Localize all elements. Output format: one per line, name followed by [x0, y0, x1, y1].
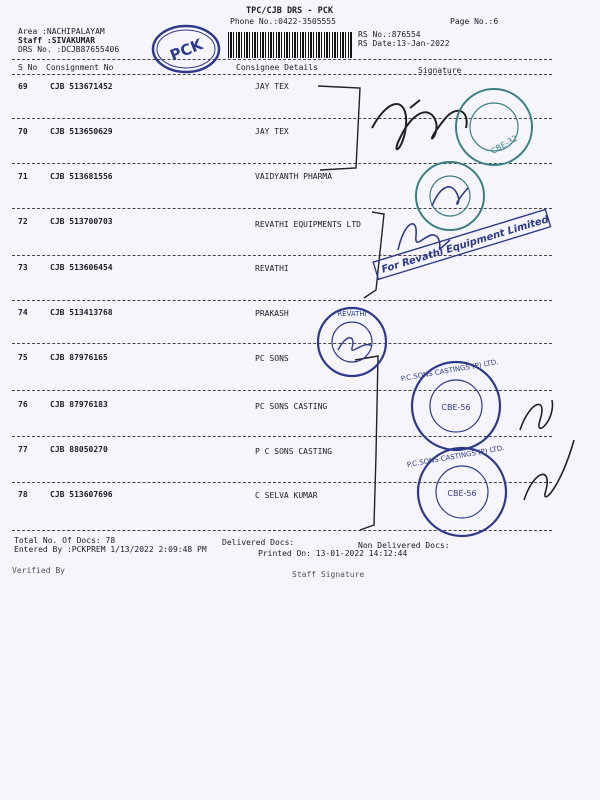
pck-stamp-text: PCK — [167, 35, 206, 65]
row-consignment: CJB 513413768 — [50, 308, 113, 317]
pcsons-round-stamp-2 — [406, 444, 506, 536]
non-delivered-docs: Non Delivered Docs: — [358, 541, 450, 550]
pcsons-text-2: P.C.SONS CASTINGS (P) LTD. — [406, 444, 506, 470]
area-label: Area :NACHIPALAYAM — [18, 27, 105, 36]
cbe56-text-1: CBE-56 — [441, 403, 471, 412]
col-sno: S No — [18, 63, 38, 72]
drs-number: DRS No. :DCJB87655406 — [18, 45, 120, 54]
row-sno: 70 — [18, 127, 28, 136]
pck-stamp — [153, 26, 219, 72]
row-consignment: CJB 87976165 — [50, 353, 108, 362]
row-sno: 78 — [18, 490, 28, 499]
row-consignment: CJB 513700703 — [50, 217, 113, 226]
signature-jay-tex — [372, 100, 467, 149]
row-consignee: JAY TEX — [255, 127, 289, 136]
staff-signature: Staff Signature — [292, 570, 365, 579]
page-number: Page No.:6 — [450, 17, 499, 26]
row-consignment: CJB 513681556 — [50, 172, 113, 181]
row-consignment: CJB 87976183 — [50, 400, 108, 409]
row-consignee: PC SONS CASTING — [255, 402, 328, 411]
verified-by: Verified By — [12, 566, 65, 575]
col-consignee: Consignee Details — [236, 63, 318, 72]
col-signature: Signature — [418, 66, 462, 75]
row-consignee: PC SONS — [255, 354, 289, 363]
row-consignee: REVATHI EQUIPMENTS LTD — [255, 220, 361, 229]
jaytex-round-stamp — [456, 89, 532, 165]
row-sno: 73 — [18, 263, 28, 272]
row-consignee: C SELVA KUMAR — [255, 491, 318, 500]
revathi-round-text: REVATHI — [337, 310, 367, 318]
row-sno: 69 — [18, 82, 28, 91]
row-consignment: CJB 513671452 — [50, 82, 113, 91]
col-consignment: Consignment No — [46, 63, 114, 72]
row-consignment: CJB 513650629 — [50, 127, 113, 136]
signature-pcsons-2 — [524, 440, 574, 500]
row-consignment: CJB 88050270 — [50, 445, 108, 454]
bracket-jay-tex — [318, 86, 360, 170]
cbe56-text-2: CBE-56 — [447, 489, 477, 498]
pcsons-round-stamp-1 — [400, 358, 500, 450]
staff-label: Staff :SIVAKUMAR — [18, 36, 96, 45]
row-sno: 77 — [18, 445, 28, 454]
printed-on: Printed On: 13-01-2022 14:12:44 — [258, 549, 408, 558]
bracket-revathi — [364, 212, 384, 298]
revathi-round-stamp — [318, 308, 386, 376]
delivered-docs: Delivered Docs: — [222, 538, 295, 547]
pcsons-text-1: P.C.SONS CASTINGS (P) LTD. — [400, 358, 500, 384]
row-sno: 76 — [18, 400, 28, 409]
bracket-pc-sons — [355, 356, 378, 530]
rs-date: RS Date:13-Jan-2022 — [358, 39, 450, 48]
row-sno: 74 — [18, 308, 28, 317]
rs-number: RS No.:876554 — [358, 30, 421, 39]
row-consignee: REVATHI — [255, 264, 289, 273]
phone-number: Phone No.:0422-3505555 — [230, 17, 336, 26]
cbe32-text: CBE-32 — [489, 133, 520, 156]
total-docs: Total No. Of Docs: 78 — [14, 536, 116, 545]
row-sno: 71 — [18, 172, 28, 181]
row-consignment: CJB 513606454 — [50, 263, 113, 272]
row-consignee: P C SONS CASTING — [255, 447, 333, 456]
entered-by: Entered By :PCKPREM 1/13/2022 2:09:48 PM — [14, 545, 207, 554]
pharma-round-stamp — [416, 162, 484, 230]
row-consignee: PRAKASH — [255, 309, 289, 318]
row-consignee: JAY TEX — [255, 82, 289, 91]
row-sno: 75 — [18, 353, 28, 362]
doc-title: TPC/CJB DRS - PCK — [246, 6, 333, 16]
revathi-seal-text: For Revathi Equipment Limited — [380, 214, 551, 276]
row-consignee: VAIDYANTH PHARMA — [255, 172, 333, 181]
signature-pcsons-1 — [520, 400, 552, 430]
row-consignment: CJB 513607696 — [50, 490, 113, 499]
row-sno: 72 — [18, 217, 28, 226]
